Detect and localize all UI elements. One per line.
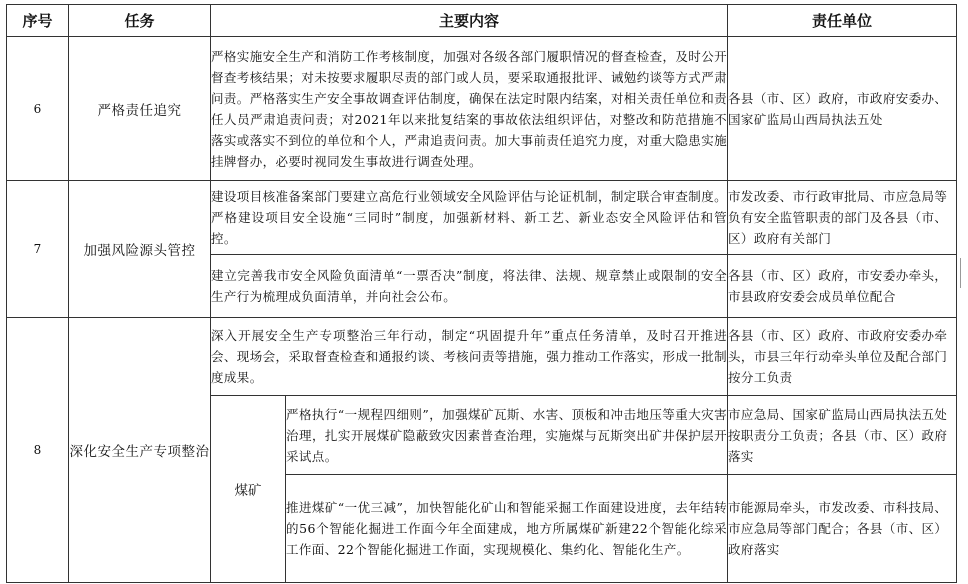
main-content: 严格执行“一规程四细则”，加强煤矿瓦斯、水害、顶板和冲击地压等重大灾害治理，扎实开展煤矿隐蔽致灾因素普查治理，实施煤与瓦斯突出矿井保护层开采试点。 (286, 396, 728, 475)
header-no: 序号 (7, 5, 69, 37)
main-content: 深入开展安全生产专项整治三年行动，制定“巩固提升年”重点任务清单，及时召开推进会、现场会，采取督查检查和通报约谈、考核问责等措施，强力推动工作落实，形成一批制度成果。 (211, 318, 728, 396)
header-row (7, 5, 957, 37)
row-number: 7 (7, 181, 69, 318)
table-row (7, 318, 957, 396)
main-content: 严格实施安全生产和消防工作考核制度，加强对各级各部门履职情况的督查检查，及时公开督查考核结果；对未按要求履职尽责的部门或人员，要采取通报批评、诫勉约谈等方式严肃问责。严格落实生产安全事故调查评估制度，确保在法定时限内结案，对相关责任单位和责任人员严肃追责问责；对2021年以来批复结案的事故依法组织评估，对整改和防范措施不落实或落实不到位的单位和个人，严肃追责问责。加大事前责任追究力度，对重大隐患实施挂牌督办，必要时视同发生事故进行调查处理。 (211, 37, 728, 181)
sub-category-label: 煤矿 (211, 396, 286, 583)
responsibility-table (6, 4, 957, 583)
row-number: 8 (7, 318, 69, 583)
table-row (7, 37, 957, 181)
main-content: 推进煤矿“一优三减”，加快智能化矿山和智能采掘工作面建设进度，去年结转的56个智能化掘进工作面今年全面建成，地方所属煤矿新建22个智能化综采工作面、22个智能化掘进工作面，实现规模化、集约化、智能化生产。 (286, 475, 728, 583)
task-name: 加强风险源头管控 (69, 181, 211, 318)
table-row (7, 181, 957, 255)
row-number: 6 (7, 37, 69, 181)
responsible-unit: 各县（市、区）政府、市政府安委办牵头，市县三年行动牵头单位及配合部门按分工负责 (728, 318, 957, 396)
header-unit: 责任单位 (728, 5, 957, 37)
responsible-unit: 各县（市、区）政府，市政府安委办、国家矿监局山西局执法五处 (728, 37, 957, 181)
main-content: 建设项目核准备案部门要建立高危行业领域安全风险评估与论证机制，制定联合审查制度。严格建设项目安全设施“三同时”制度，加强新材料、新工艺、新业态安全风险评估和管控。 (211, 181, 728, 255)
main-content: 建立完善我市安全风险负面清单“一票否决”制度，将法律、法规、规章禁止或限制的安全生产行为梳理成负面清单，并向社会公布。 (211, 255, 728, 318)
task-name: 深化安全生产专项整治 (69, 318, 211, 583)
header-task: 任务 (69, 5, 211, 37)
responsible-unit: 市应急局、国家矿监局山西局执法五处按职责分工负责；各县（市、区）政府落实 (728, 396, 957, 475)
page-edge-marker (960, 258, 961, 288)
header-content: 主要内容 (211, 5, 728, 37)
responsible-unit: 市能源局牵头，市发改委、市科技局、市应急局等部门配合；各县（市、区）政府落实 (728, 475, 957, 583)
responsible-unit: 市发改委、市行政审批局、市应急局等负有安全监管职责的部门及各县（市、区）政府有关部门 (728, 181, 957, 255)
task-name: 严格责任追究 (69, 37, 211, 181)
responsible-unit: 各县（市、区）政府，市安委办牵头，市县政府安委会成员单位配合 (728, 255, 957, 318)
